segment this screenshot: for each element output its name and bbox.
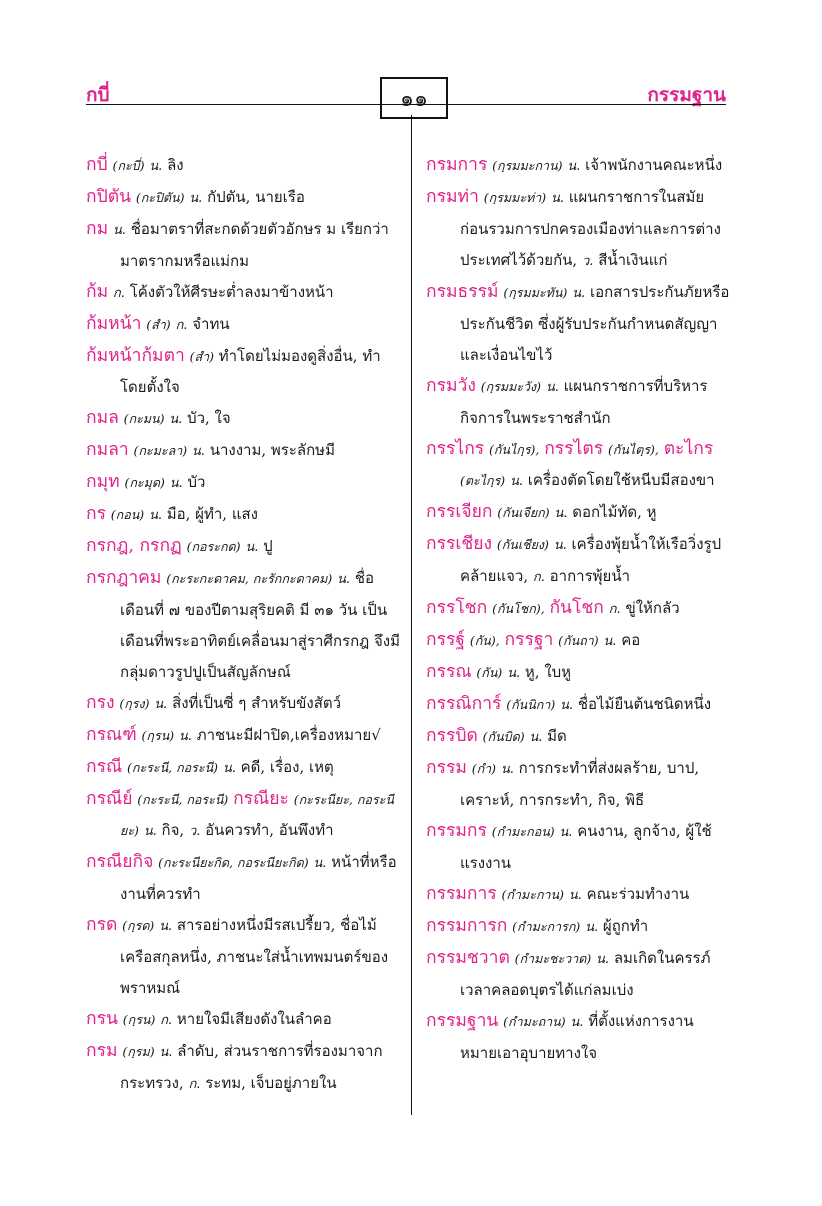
definition: นางงาม, พระลักษมี xyxy=(209,441,335,459)
definition: เจ้าพนักงานคณะหนึ่ง xyxy=(585,156,723,174)
dictionary-entry xyxy=(426,879,731,911)
pronunciation: (กำ) xyxy=(471,761,497,776)
part-of-speech: น. xyxy=(169,476,183,491)
definition: มีด xyxy=(547,727,567,745)
dictionary-entry xyxy=(426,721,731,753)
part-of-speech: น. xyxy=(559,825,573,840)
headword: กรรมกร xyxy=(426,821,487,841)
pronunciation: (กฺรมมะกาน) xyxy=(492,158,563,173)
headword: กรรมชวาต xyxy=(426,948,510,968)
part-of-speech: น. xyxy=(154,697,168,712)
dictionary-entry xyxy=(426,497,731,529)
headword: กรณฑ์ xyxy=(86,725,137,745)
dictionary-entry xyxy=(86,1004,404,1036)
part-of-speech: น. xyxy=(159,1045,173,1060)
definition: ดอกไม้ทัด, หู xyxy=(572,503,657,521)
pronunciation: (กำมะถาน) xyxy=(503,1014,566,1029)
part-of-speech: ก. xyxy=(532,570,545,585)
part-of-speech: น. xyxy=(570,1015,584,1030)
pronunciation: (กะระนียะกิด, กอระนียะกิด) xyxy=(158,855,309,870)
dictionary-entry xyxy=(86,910,404,1004)
pronunciation: (กะมุด) xyxy=(124,475,165,490)
definition: ชื่อเดือนที่ ๗ ของปีตามสุริยคติ มี ๓๑ วัน เป็นเดือนที่พระอาทิตย์เคลื่อนมาสู่ราศีกรกฎ จึงมีกลุ่มดาวรูปปูเป็นสัญลักษณ์ xyxy=(120,569,401,681)
part-of-speech: น. xyxy=(554,506,568,521)
headword: กมล xyxy=(86,408,119,428)
definition: คณะร่วมทำงาน xyxy=(586,885,690,903)
definition: หู, ใบหู xyxy=(524,663,572,681)
definition: การกระทำที่ส่งผลร้าย, บาป, เคราะห์, การกระทำ, กิจ, พิธี xyxy=(460,759,700,809)
definition: คดี, เรื่อง, เหตุ xyxy=(240,758,334,776)
part-of-speech: น. xyxy=(507,666,521,681)
dictionary-entry xyxy=(426,371,731,434)
pronunciation: (กฺรง) xyxy=(119,696,150,711)
definition: หน้าที่หรืองานที่ควรทำ xyxy=(120,853,397,903)
headword: กรรไกร xyxy=(426,439,485,459)
pronunciation: (กัน) xyxy=(476,665,503,680)
headword: กรด xyxy=(86,915,118,935)
headword: กรน xyxy=(86,1009,118,1029)
pronunciation: (กำมะกอน) xyxy=(491,824,555,839)
part-of-speech: ก. xyxy=(112,286,125,301)
definition: ทำโดยไม่มองดูสิ่งอื่น, ทำโดยตั้งใจ xyxy=(120,347,381,396)
part-of-speech: น. xyxy=(191,444,205,459)
part-of-speech: น. xyxy=(169,412,183,427)
pronunciation: (กันบิด) xyxy=(482,729,525,744)
dictionary-entry xyxy=(86,309,404,341)
pronunciation: (กฺรมมะวัง) xyxy=(480,379,542,394)
dictionary-entry xyxy=(86,467,404,499)
dictionary-entry xyxy=(86,752,404,784)
pronunciation: (กะมะลา) xyxy=(133,443,188,458)
headword: ก้มหน้าก้มตา xyxy=(86,346,185,366)
dictionary-entry xyxy=(426,911,731,943)
pronunciation: (กะมน) xyxy=(123,411,165,426)
pronunciation: (สำ) xyxy=(146,317,171,332)
part-of-speech: น. xyxy=(500,762,514,777)
part-of-speech: น. xyxy=(149,159,163,174)
definition: ลมเกิดในครรภ์เวลาคลอดบุตรได้แก่ลมเบ่ง xyxy=(460,949,711,999)
dictionary-entry xyxy=(86,531,404,563)
column-divider xyxy=(411,115,412,1115)
headword: กรม xyxy=(86,1041,118,1061)
headword: กรมท่า xyxy=(426,187,479,207)
dictionary-entry xyxy=(86,688,404,720)
definition: แผนกราชการที่บริหารกิจการในพระราชสำนัก xyxy=(460,377,708,427)
part-of-speech: น. xyxy=(178,729,192,744)
pronunciation: (กันโชก), xyxy=(492,601,545,616)
dictionary-entry xyxy=(86,277,404,309)
dictionary-entry xyxy=(86,182,404,214)
pronunciation: (กฺรมมะทัน) xyxy=(503,285,568,300)
headword: กรรฐ์ xyxy=(426,630,466,650)
part-of-speech: น. xyxy=(337,572,351,587)
dictionary-entry xyxy=(86,435,404,467)
headword: กรณีย์ xyxy=(86,789,133,809)
definition: ชื่อมาตราที่สะกดด้วยตัวอักษร ม เรียกว่า มาตรากมหรือแม่กม xyxy=(120,220,389,270)
definition: มือ, ผู้ทำ, แสง xyxy=(166,505,258,523)
definition: สารอย่างหนึ่งมีรสเปรี้ยว, ชื่อไม้เครือสกุลหนึ่ง, ภาชนะใส่น้ำเทพมนตร์ของพราหมณ์ xyxy=(120,916,389,997)
headword: กรง xyxy=(86,693,115,713)
pronunciation-variant: (กันไตฺร), xyxy=(607,442,659,457)
pronunciation: (กะระนี, กอระนี) xyxy=(127,760,219,775)
headword: กรรเจียก xyxy=(426,502,493,522)
pronunciation: (กำมะกาน) xyxy=(501,887,564,902)
dictionary-entry xyxy=(86,720,404,752)
headword: กบี่ xyxy=(86,155,108,175)
headword: กรรณ xyxy=(426,662,472,682)
part-of-speech: น. xyxy=(189,191,203,206)
pronunciation: (สำ) xyxy=(189,349,214,364)
part-of-speech: น. xyxy=(245,540,259,555)
part-of-speech: ก. xyxy=(175,318,188,333)
part-of-speech: น. xyxy=(560,698,574,713)
definition: ผู้ถูกทำ xyxy=(602,917,649,935)
headword: กรรมการก xyxy=(426,916,508,936)
headword: กรมการ xyxy=(426,155,488,175)
part-of-speech: น. xyxy=(529,730,543,745)
headword: กมลา xyxy=(86,440,129,460)
dictionary-entry xyxy=(86,403,404,435)
definition: ขู่ให้กลัว xyxy=(625,599,680,617)
pronunciation: (กฺรมมะท่า) xyxy=(483,190,547,205)
headword-variant: กรรไตร xyxy=(544,439,604,459)
definition: เครื่องตัดโดยใช้หนีบมีสองขา xyxy=(527,471,715,489)
dictionary-entry xyxy=(426,593,731,625)
headword: กรกฎ, กรกฏ xyxy=(86,536,182,556)
dictionary-entry xyxy=(86,150,404,182)
headword-variant: กรรฐา xyxy=(504,630,554,650)
headword: ก้มหน้า xyxy=(86,314,142,334)
left-column xyxy=(86,150,404,1100)
definition: คอ xyxy=(621,631,641,649)
part-of-speech: น. xyxy=(603,634,617,649)
headword-variant: กรณียะ xyxy=(233,789,289,809)
definition: ภาชนะมีฝาปิด,เครื่องหมาย√ xyxy=(196,726,381,744)
right-column xyxy=(426,150,731,1069)
pronunciation: (กฺรน) xyxy=(141,728,175,743)
headword: กม xyxy=(86,219,109,239)
definition: เครื่องพุ้ยน้ำให้เรือวิ่งรูปคล้ายแจว, xyxy=(460,535,722,585)
definition: บัว xyxy=(187,473,206,491)
definition: แผนกราชการในสมัยก่อนรวมการปกครองเมืองท่าและการต่างประเทศไว้ด้วยกัน, xyxy=(460,188,721,269)
headword: กรรม xyxy=(426,758,467,778)
headword: กปิตัน xyxy=(86,187,132,207)
definition: อันควรทำ, อันพึงทำ xyxy=(205,821,334,839)
part-of-speech: น. xyxy=(509,474,523,489)
headword: กรกฎาคม xyxy=(86,568,162,588)
guide-word-right: กรรมฐาน xyxy=(647,84,726,106)
part-of-speech: ว. xyxy=(188,824,201,839)
pronunciation: (กฺรน) xyxy=(122,1012,156,1027)
dictionary-entry xyxy=(86,1036,404,1100)
part-of-speech: ก. xyxy=(188,1077,201,1092)
definition: ลิง xyxy=(167,156,184,174)
dictionary-entry xyxy=(426,182,731,277)
dictionary-entry xyxy=(426,657,731,689)
dictionary-entry xyxy=(426,753,731,816)
pronunciation-variant: (กะระนียะ, กอระนียะ) xyxy=(120,792,394,838)
dictionary-entry xyxy=(86,341,404,403)
part-of-speech: น. xyxy=(567,159,581,174)
part-of-speech: น. xyxy=(222,761,236,776)
part-of-speech: น. xyxy=(545,380,559,395)
definition: สิ่งที่เป็นซี่ ๆ สำหรับขังสัตว์ xyxy=(172,694,342,712)
part-of-speech: น. xyxy=(159,919,173,934)
part-of-speech: น. xyxy=(143,824,157,839)
part-of-speech: น. xyxy=(148,508,162,523)
definition: ลำดับ, ส่วนราชการที่รองมาจากกระทรวง, xyxy=(120,1042,383,1092)
headword: กรรมการ xyxy=(426,884,497,904)
headword: กมุท xyxy=(86,472,120,492)
dictionary-entry xyxy=(86,499,404,531)
definition: ปู xyxy=(263,537,273,555)
headword: กรรเชียง xyxy=(426,534,493,554)
headword: กรณียกิจ xyxy=(86,852,154,872)
header-rule xyxy=(86,104,726,105)
definition: ระทม, เจ็บอยู่ภายใน xyxy=(205,1074,337,1092)
part-of-speech: น. xyxy=(112,223,126,238)
pronunciation-variant: (ตะไกฺร) xyxy=(460,473,506,488)
definition: หายใจมีเสียงดังในลำคอ xyxy=(176,1010,332,1028)
dictionary-entry xyxy=(426,625,731,657)
dictionary-entry xyxy=(426,1006,731,1069)
headword: กรมธรรม์ xyxy=(426,282,499,302)
pronunciation: (กัน), xyxy=(469,633,500,648)
pronunciation: (กฺรม) xyxy=(122,1044,155,1059)
dictionary-entry xyxy=(426,689,731,721)
pronunciation: (กันเจียก) xyxy=(497,505,550,520)
definition: สีน้ำเงินแก่ xyxy=(598,251,668,269)
pronunciation: (กันไกฺร), xyxy=(488,442,540,457)
pronunciation: (กะบี่) xyxy=(112,158,145,173)
headword: กรณี xyxy=(86,757,123,777)
definition: คนงาน, ลูกจ้าง, ผู้ใช้แรงงาน xyxy=(460,822,712,872)
headword: กรรณิการ์ xyxy=(426,694,502,714)
page-number: ๑๑ xyxy=(380,77,448,119)
dictionary-entry xyxy=(426,816,731,879)
definition: กัปตัน, นายเรือ xyxy=(207,188,305,206)
part-of-speech: น. xyxy=(553,538,567,553)
headword: กรรโชก xyxy=(426,598,488,618)
part-of-speech: ก. xyxy=(608,602,621,617)
pronunciation: (กำมะชะวาด) xyxy=(514,951,592,966)
part-of-speech: น. xyxy=(568,888,582,903)
pronunciation: (กันนิกา) xyxy=(506,697,556,712)
pronunciation: (กำมะการก) xyxy=(512,919,581,934)
definition: เอกสารประกันภัยหรือประกันชีวิต ซึ่งผู้รับประกันกำหนดสัญญาและเงื่อนไขไว้ xyxy=(460,283,730,364)
headword: ก้ม xyxy=(86,282,109,302)
dictionary-entry xyxy=(426,277,731,371)
headword: กรรบิด xyxy=(426,726,478,746)
part-of-speech: น. xyxy=(596,952,610,967)
part-of-speech: น. xyxy=(585,920,599,935)
dictionary-entry xyxy=(426,529,731,593)
definition: ชื่อไม้ยืนต้นชนิดหนึ่ง xyxy=(577,695,712,713)
headword-variant: กันโชก xyxy=(549,598,604,618)
pronunciation: (กะปิตัน) xyxy=(135,190,185,205)
pronunciation: (กันเชียง) xyxy=(496,537,549,552)
part-of-speech: ว. xyxy=(581,254,594,269)
part-of-speech: น. xyxy=(313,856,327,871)
pronunciation: (กอน) xyxy=(110,507,145,522)
pronunciation: (กฺรด) xyxy=(122,918,155,933)
guide-word-left: กบี่ xyxy=(86,84,110,106)
pronunciation: (กะระนี, กอระนี) xyxy=(137,792,229,807)
pronunciation-variant: (กันถา) xyxy=(558,633,599,648)
dictionary-entry xyxy=(86,563,404,688)
dictionary-entry xyxy=(86,784,404,847)
headword: กรมวัง xyxy=(426,376,476,396)
definition: อาการพุ้ยน้ำ xyxy=(549,567,631,585)
headword: กรรมฐาน xyxy=(426,1011,499,1031)
headword-variant: ตะไกร xyxy=(663,439,714,459)
part-of-speech: น. xyxy=(572,286,586,301)
pronunciation: (กอระกด) xyxy=(186,539,241,554)
dictionary-entry xyxy=(86,847,404,910)
part-of-speech: น. xyxy=(550,191,564,206)
dictionary-entry xyxy=(426,150,731,182)
definition: จำทน xyxy=(192,315,230,333)
definition: กิจ, xyxy=(161,821,185,839)
pronunciation: (กะระกะดาคม, กะรักกะดาคม) xyxy=(166,571,333,586)
definition: โค้งตัวให้ศีรษะต่ำลงมาข้างหน้า xyxy=(129,283,334,301)
dictionary-entry xyxy=(86,214,404,277)
definition: ที่ตั้งแห่งการงาน หมายเอาอุบายทางใจ xyxy=(460,1012,694,1062)
definition: บัว, ใจ xyxy=(187,409,231,427)
dictionary-entry xyxy=(426,434,731,497)
part-of-speech: ก. xyxy=(160,1013,173,1028)
headword: กร xyxy=(86,504,106,524)
dictionary-entry xyxy=(426,943,731,1006)
